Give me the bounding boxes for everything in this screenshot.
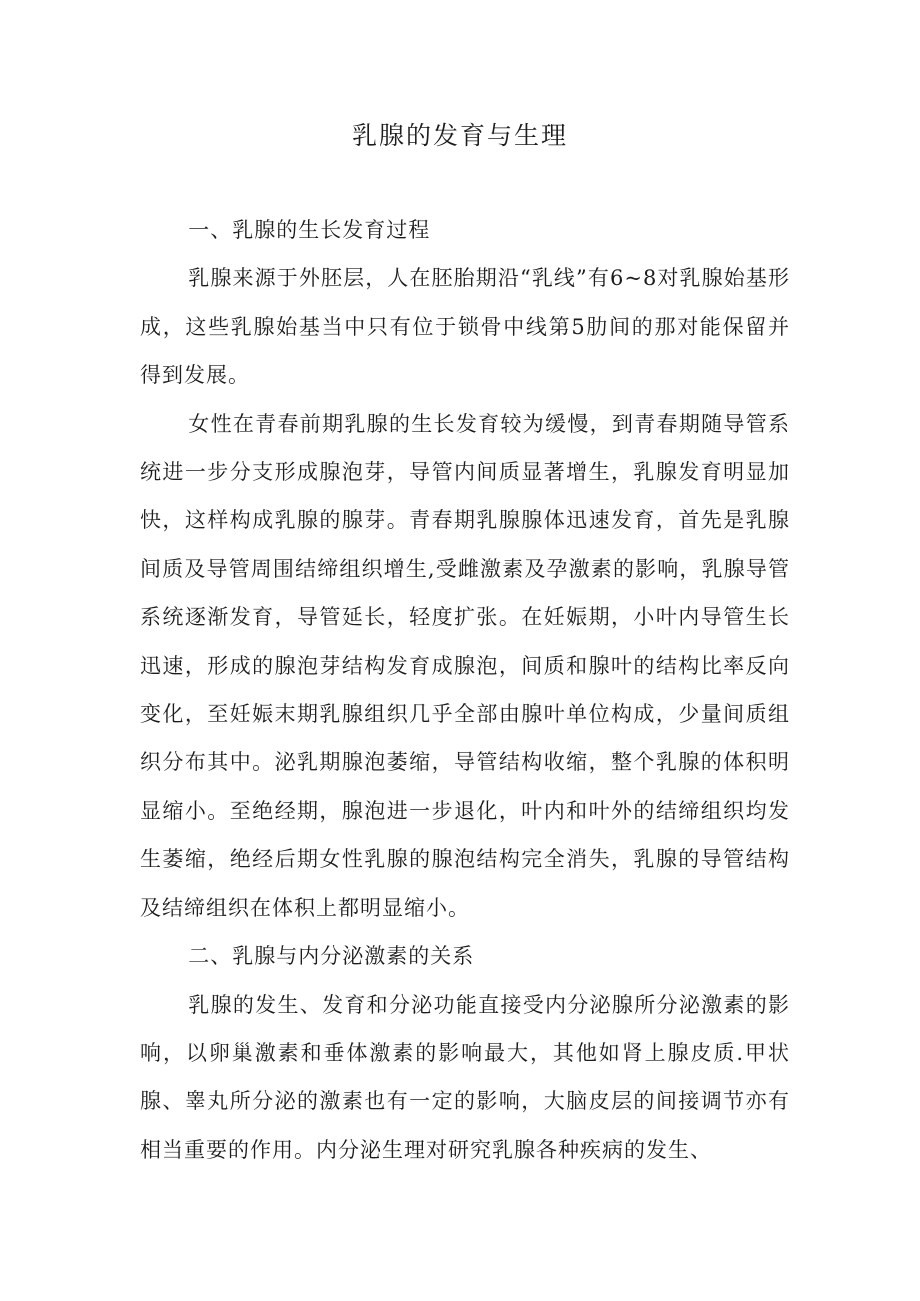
- section-heading-2: 二、乳腺与内分泌激素的关系: [188, 944, 475, 969]
- section-heading-1: 一、乳腺的生长发育过程: [188, 218, 431, 242]
- paragraph-development: 女性在青春前期乳腺的生长发育较为缓慢，到青春期随导管系统进一步分支形成腺泡芽，导管内间质显著增生，乳腺发育明显加快，这样构成乳腺的腺芽。青春期乳腺腺体迅速发育，首先是乳腺间质及导管周围结缔组织增生,受雌激素及孕激素的影响，乳腺导管系统逐渐发育，导管延长，轻度扩张。在妊娠期，小叶内导管生长迅速，形成的腺泡芽结构发育成腺泡，间质和腺叶的结构比率反向变化，至妊娠末期乳腺组织几乎全部由腺叶单位构成，少量间质组织分布其中。泌乳期腺泡萎缩，导管结构收缩，整个乳腺的体积明显缩小。至绝经期，腺泡进一步退化，叶内和叶外的结缔组织均发生萎缩，绝经后期女性乳腺的腺泡结构完全消失，乳腺的导管结构及结缔组织在体积上都明显缩小。: [140, 411, 790, 920]
- document-title: 乳腺的发育与生理: [351, 121, 568, 150]
- paragraph-origin: 乳腺来源于外胚层，人在胚胎期沿“乳线”有6~8对乳腺始基形成，这些乳腺始基当中只有位于锁骨中线第5肋间的那对能保留并得到发展。: [140, 266, 790, 388]
- paragraph-hormones: 乳腺的发生、发育和分泌功能直接受内分泌腺所分泌激素的影响，以卵巢激素和垂体激素的影响最大，其他如肾上腺皮质.甲状腺、睾丸所分泌的激素也有一定的影响，大脑皮层的间接调节亦有相当重要的作用。内分泌生理对研究乳腺各种疾病的发生、: [140, 992, 790, 1162]
- document-body: [140, 206, 790, 1174]
